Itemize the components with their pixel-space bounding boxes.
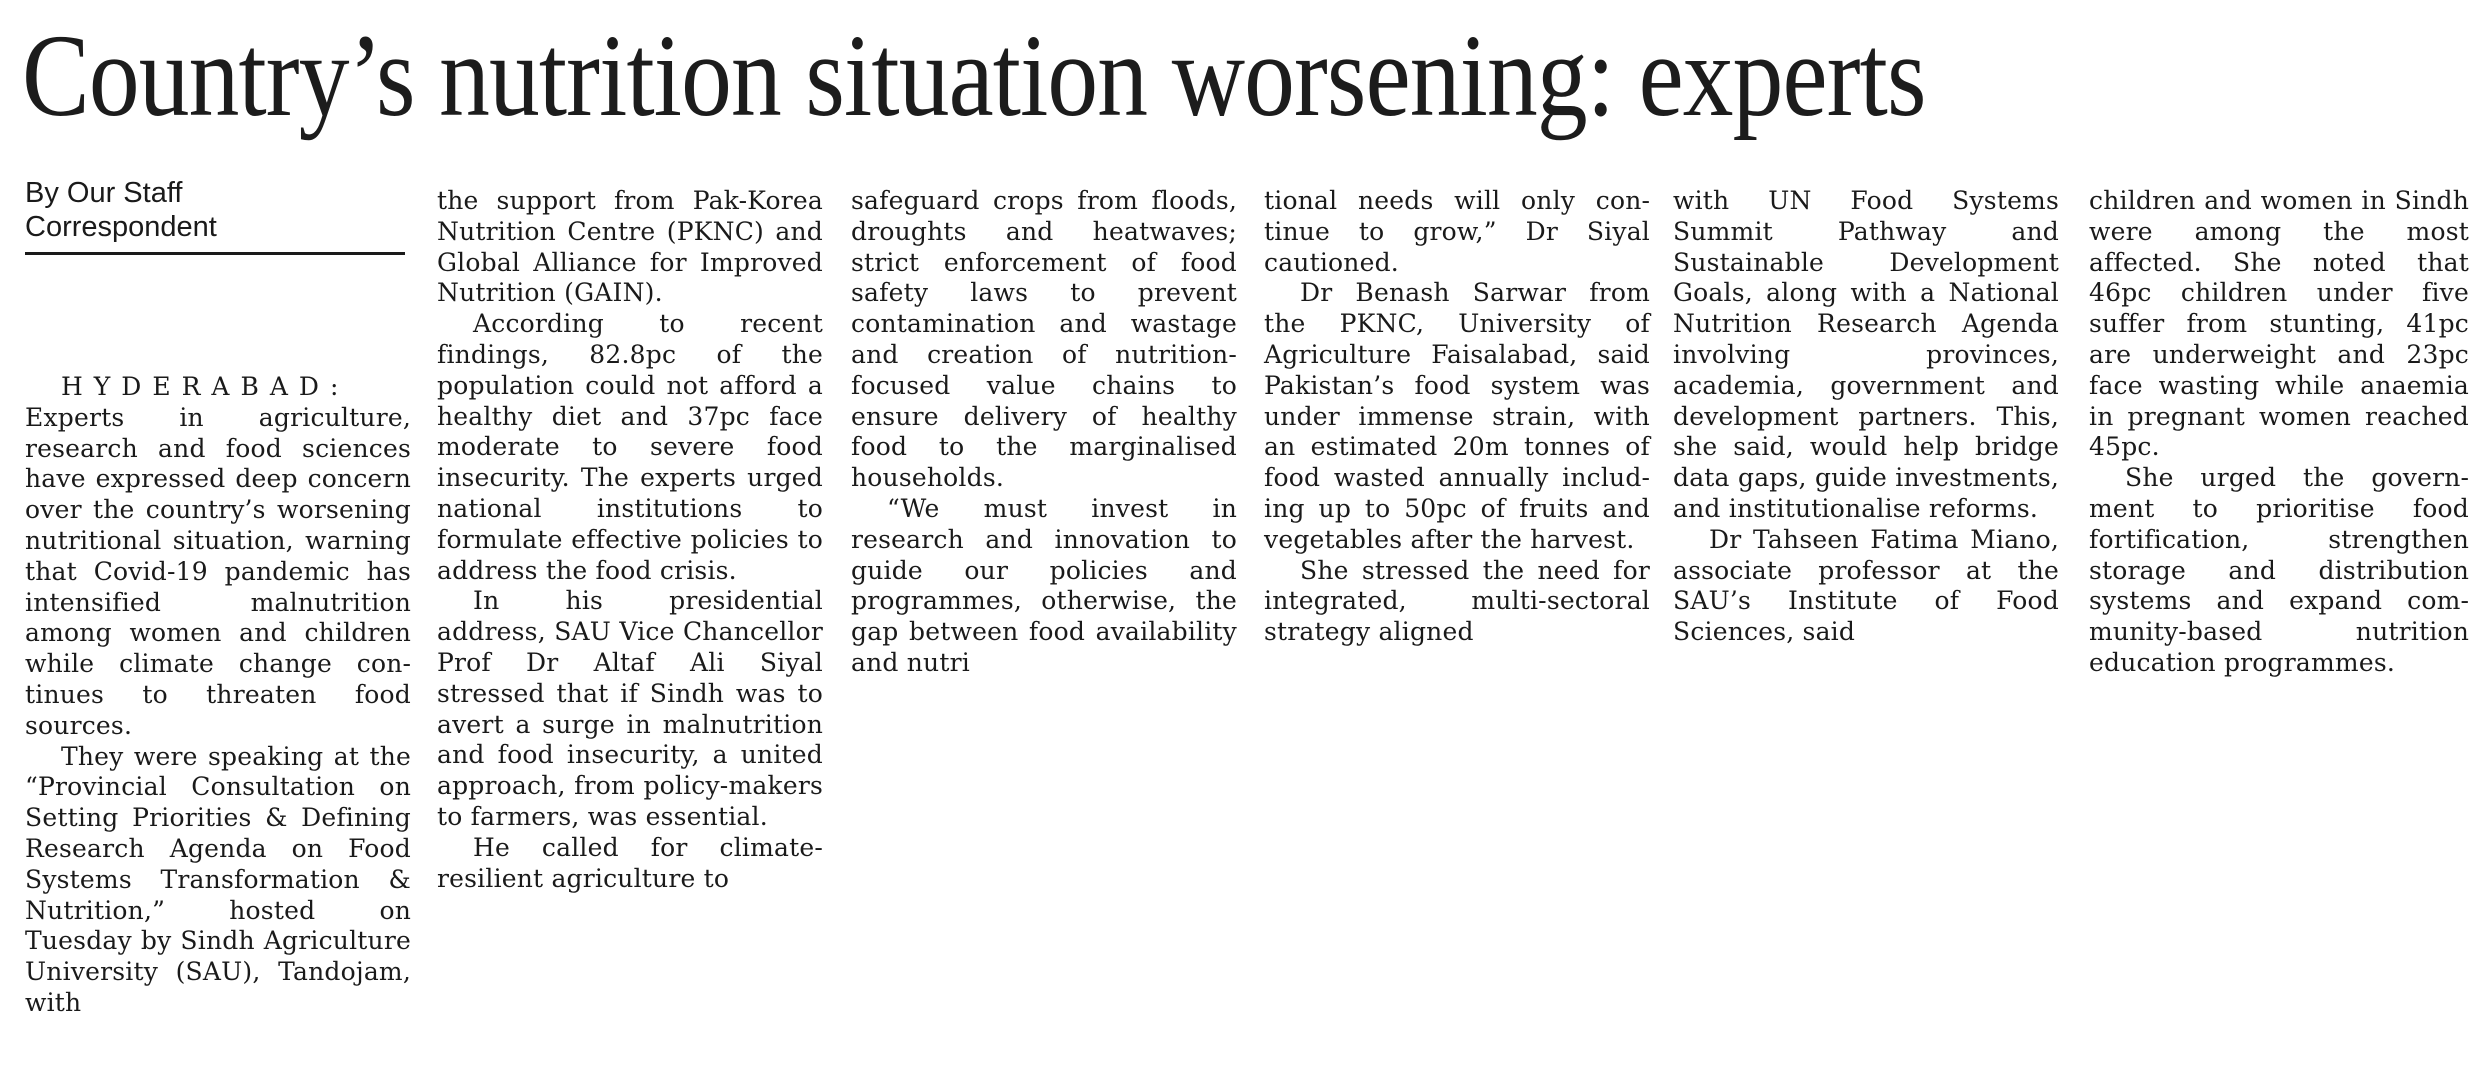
byline-line-1: By Our Staff [25, 177, 183, 209]
byline-divider [25, 252, 405, 255]
paragraph: According to recent findings, 82.8pc of the population could not afford a healthy diet and 37pc face moderate to severe food insecurity. The experts urged national institutions to formulate effective policies to address the food crisis. [437, 309, 823, 585]
article-column-3 [851, 186, 1237, 679]
paragraph-text: Experts in agriculture, research and food sciences have expressed deep concern over the country’s worsening nutritional situation, warning that Covid-19 pandemic has intensified malnutrition among women and children while climate change continues to threaten food sources. [25, 402, 411, 740]
paragraph: In his presidential address, SAU Vice Chancellor Prof Dr Altaf Ali Siyal stressed that if Sindh was to avert a surge in malnutrition and food insecurity, a united approach, from policy-makers to farmers, was essential. [437, 586, 823, 831]
paragraph: She urged the government to prioritise food fortification, strengthen storage and distribution systems and expand community-based nutrition education programmes. [2089, 463, 2469, 677]
paragraph: Dr Benash Sarwar from the PKNC, University of Agriculture Faisalabad, said Pakistan’s food system was under immense strain, with an estimated 20m tonnes of food wasted annually including up to 50pc of fruits and vegetables after the harvest. [1264, 278, 1650, 554]
dateline: HYDERABAD: [61, 372, 350, 401]
article-column-2 [437, 186, 823, 894]
headline: Country’s nutrition situation worsening: experts [22, 10, 1926, 141]
paragraph-continued: tional needs will only continue to grow,” Dr Siyal cautioned. [1264, 186, 1650, 277]
paragraph-continued: children and women in Sindh were among the most affected. She noted that 46pc children under five suffer from stunting, 41pc are underweight and 23pc face wasting while anaemia in pregnant women reached 45pc. [2089, 186, 2469, 462]
paragraph: Dr Tahseen Fatima Miano, associate professor at the SAU’s Institute of Food Sciences, said [1673, 524, 2059, 647]
paragraph: They were speaking at the “Provincial Consultation on Setting Priorities & Defining Research Agenda on Food Systems Transformation & Nutrition,” hosted on Tuesday by Sindh Agriculture University (SAU), Tandojam, with [25, 741, 411, 1017]
paragraph-dateline [25, 372, 411, 742]
paragraph-continued: the support from Pak-Korea Nutrition Centre (PKNC) and Global Alliance for Improved Nutrition (GAIN). [437, 186, 823, 308]
article-column-6 [2089, 186, 2469, 679]
byline [25, 176, 405, 244]
article-column-1 [25, 372, 411, 1019]
byline-line-2: Correspondent [25, 211, 217, 243]
paragraph: He called for climate-resilient agriculture to [437, 832, 823, 893]
article-column-5 [1673, 186, 2059, 648]
paragraph-continued: with UN Food Systems Summit Pathway and Sustainable Development Goals, along with a National Nutrition Research Agenda involving provinces, academia, government and development partners. This, she said, would help bridge data gaps, guide investments, and institutionalise reforms. [1673, 186, 2059, 523]
paragraph: “We must invest in research and innovation to guide our policies and programmes, otherwise, the gap between food availability and nutri [851, 493, 1237, 677]
paragraph: She stressed the need for integrated, multi-sectoral strategy aligned [1264, 555, 1650, 647]
article-column-4 [1264, 186, 1650, 648]
paragraph-continued: safeguard crops from floods, droughts and heatwaves; strict enforcement of food safety laws to prevent contamination and wastage and creation of nutrition-focused value chains to ensure delivery of healthy food to the marginalised households. [851, 186, 1237, 493]
